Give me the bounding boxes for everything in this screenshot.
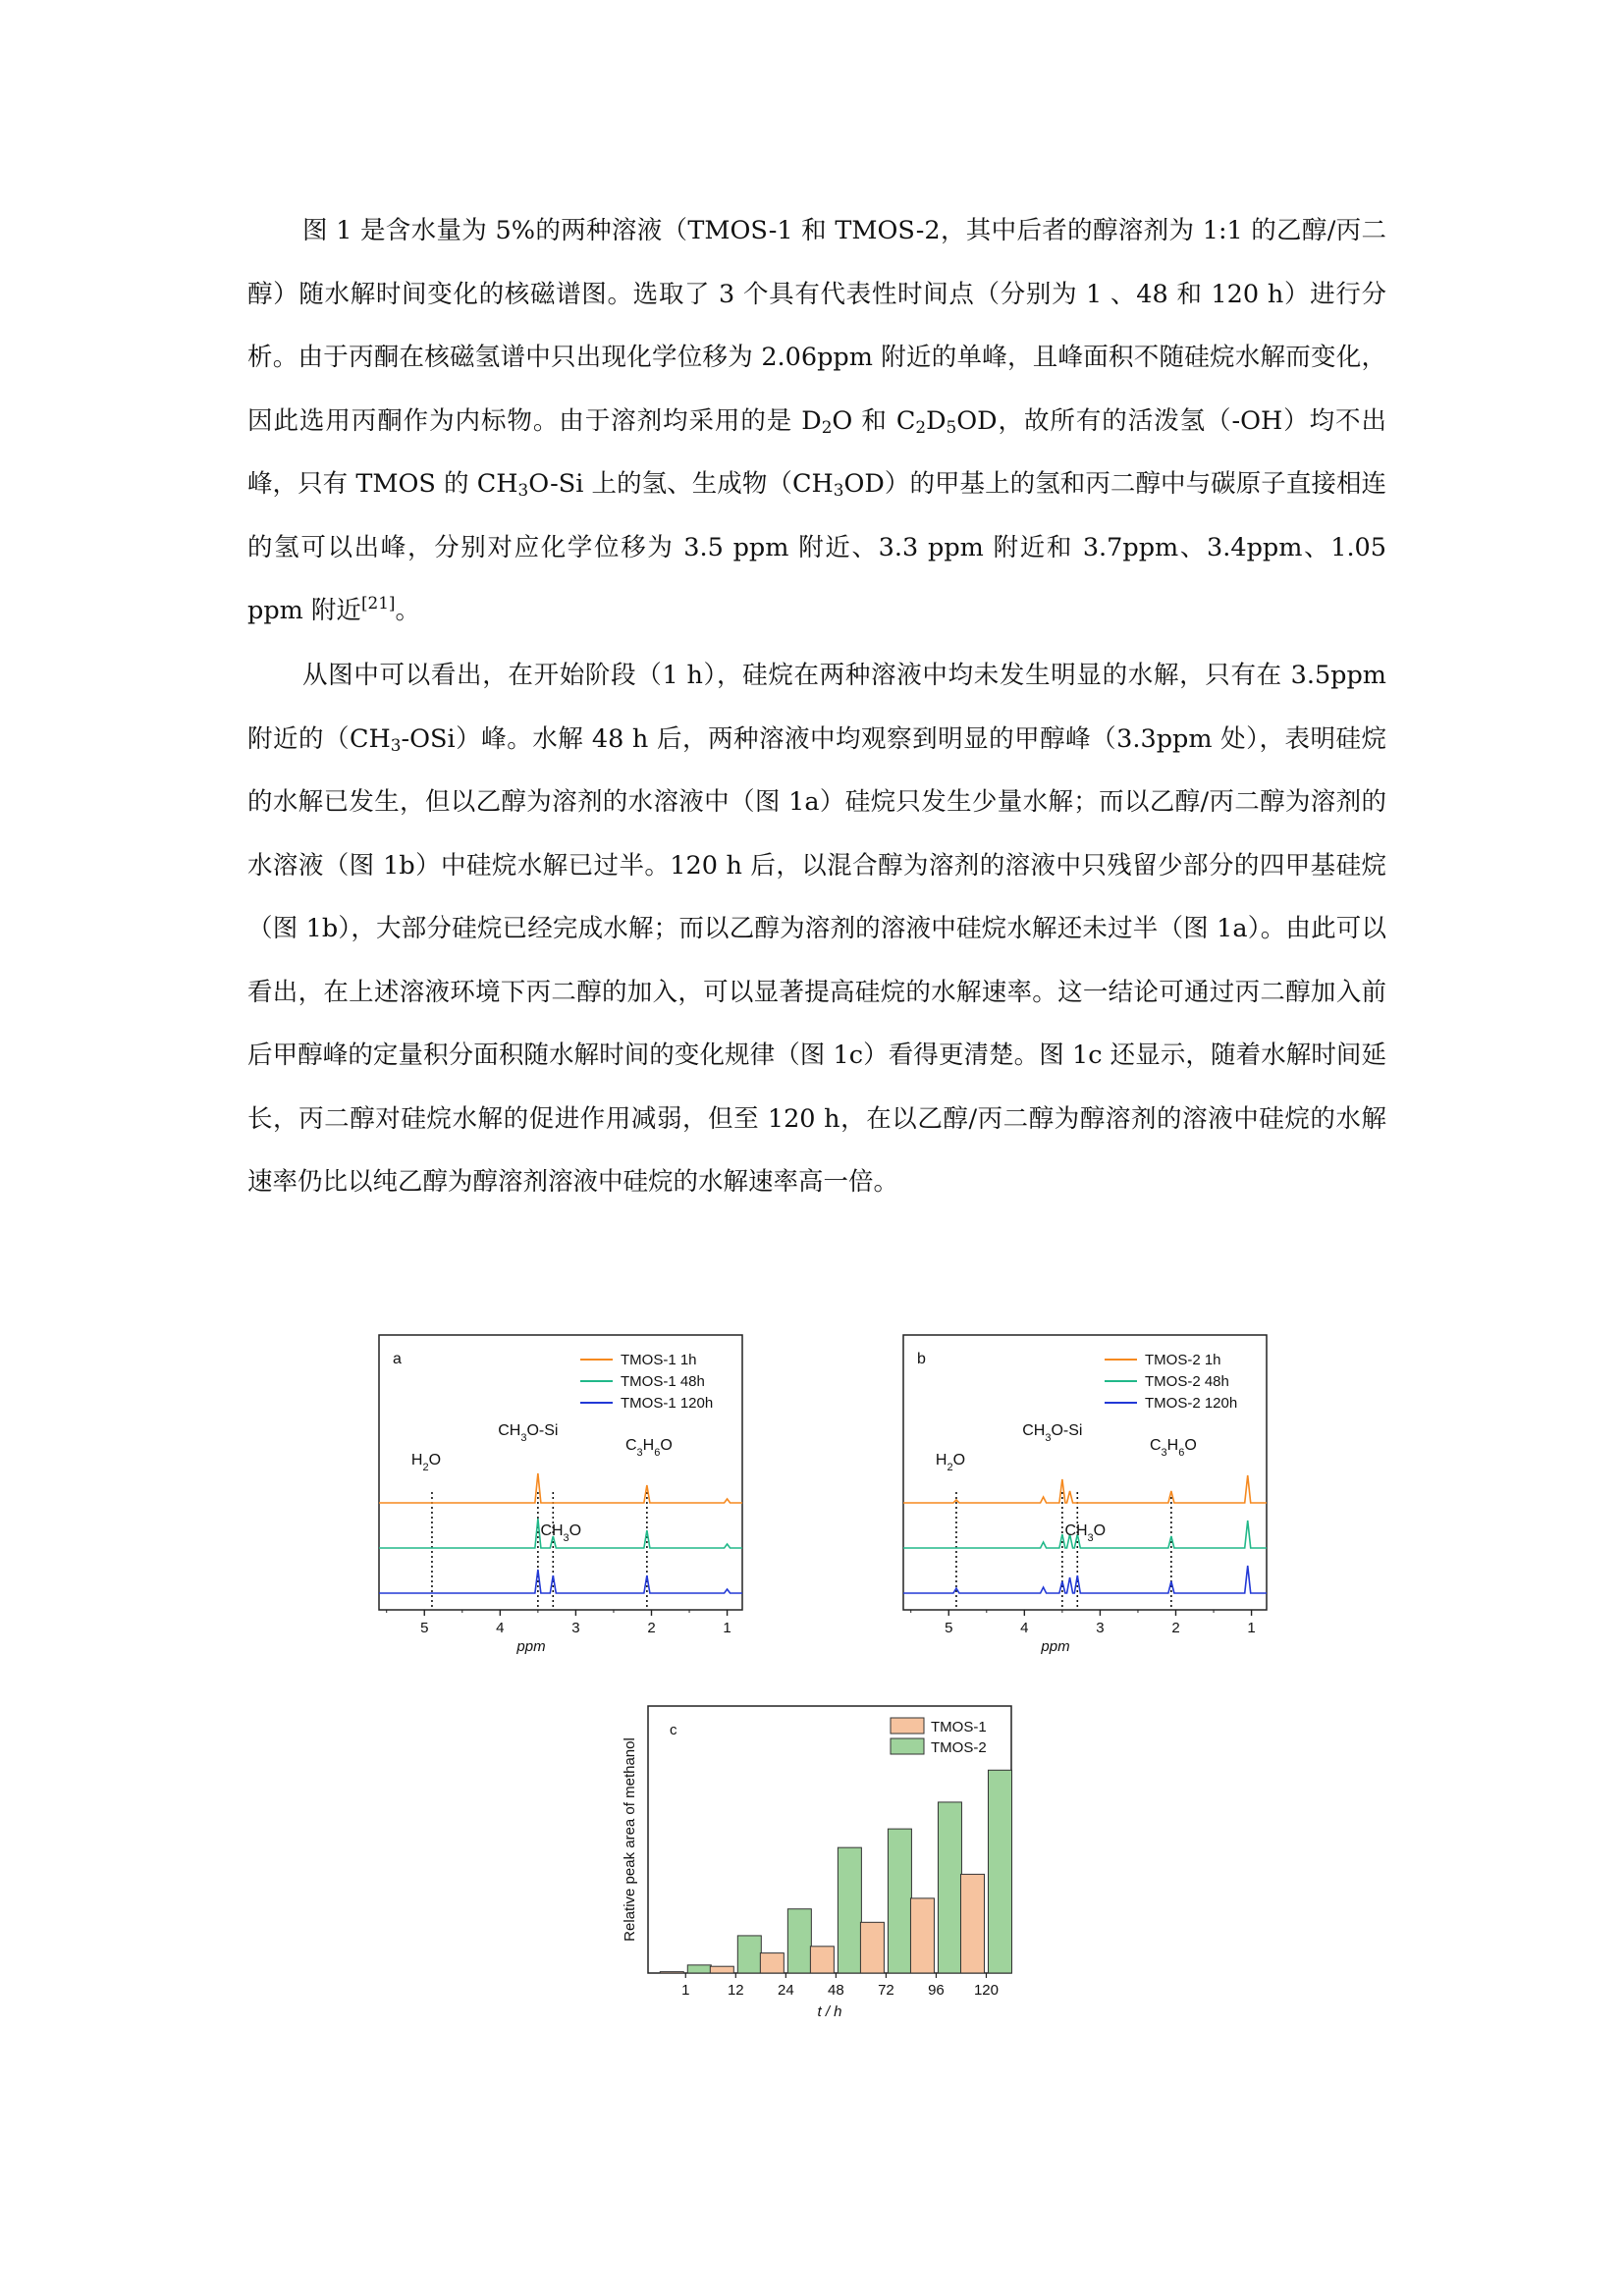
bar-TMOS-1-48 — [810, 1947, 834, 1973]
paragraph-1: 图 1 是含水量为 5%的两种溶液（TMOS-1 和 TMOS-2，其中后者的醇溶剂为 1:1 的乙醇/丙二醇）随水解时间变化的核磁谱图。选取了 3 个具有代表性时间点（分别为 1 、48 和 120 h）进行分析。由于丙酮在核磁氢谱中只出现化学位移为 2.06ppm 附近的单峰，且峰面积不随硅烷水解而变化，因此选用丙酮作为内标物。由于溶剂均采用的是 $D_2O$ 和 $C_2D_5OD$，故所有的活泼氢（-OH）均不出峰，只有 TMOS 的 $CH_3O-Si$ 上的氢、生成物$(CH_3OD)$的甲基上的氢和丙二醇中与碳原子直接相连的氢可以出峰，分别对应化学位移为 3.5 ppm 附近、3.3 ppm 附近和 3.7ppm、3.4ppm、1.05 ppm 附近[21]。 — [247, 216, 1387, 625]
panel-letter: b — [917, 1351, 926, 1367]
x-axis-label: t / h — [817, 2003, 842, 2020]
spectrum-TMOS-1-1h — [379, 1473, 742, 1503]
panel-letter: a — [393, 1351, 402, 1367]
legend-swatch — [891, 1738, 924, 1754]
legend-label: TMOS-2 1h — [1145, 1352, 1221, 1368]
legend-label: TMOS-1 120h — [621, 1395, 714, 1412]
legend-label: TMOS-1 — [931, 1719, 987, 1735]
x-tick-label: 48 — [828, 1982, 844, 1999]
x-tick-label: 1 — [1247, 1620, 1256, 1636]
bar-TMOS-1-96 — [910, 1898, 934, 1973]
figure-1b-nmr — [903, 1335, 1267, 1674]
peak-label: $H_2O$ — [410, 1452, 442, 1473]
legend-label: TMOS-2 120h — [1145, 1395, 1238, 1412]
bar-TMOS-2-48 — [838, 1847, 861, 1973]
bar-TMOS-1-1 — [660, 1972, 683, 1973]
peak-label: $C_3H_6O$ — [624, 1437, 673, 1459]
legend-swatch — [891, 1718, 924, 1734]
bar-TMOS-2-120 — [988, 1770, 1011, 1973]
spectrum-TMOS-2-1h — [903, 1475, 1267, 1503]
bar-TMOS-2-24 — [787, 1909, 811, 1973]
peak-label: $CH_3O-Si$ — [1022, 1422, 1083, 1444]
nmr-svg-a — [379, 1335, 742, 1674]
panel-letter: c — [670, 1722, 677, 1738]
bar-TMOS-1-24 — [760, 1953, 784, 1973]
legend-label: TMOS-1 48h — [621, 1373, 705, 1390]
x-axis-label: ppm — [1041, 1638, 1070, 1655]
bar-chart-svg — [609, 1706, 1021, 2032]
y-axis-label: Relative peak area of methanol — [622, 1737, 638, 1942]
x-tick-label: 4 — [496, 1620, 505, 1636]
x-tick-label: 2 — [647, 1620, 656, 1636]
x-tick-label: 2 — [1171, 1620, 1180, 1636]
x-tick-label: 1 — [681, 1982, 690, 1999]
x-tick-label: 5 — [945, 1620, 953, 1636]
legend-label: TMOS-1 1h — [621, 1352, 697, 1368]
bar-TMOS-2-12 — [737, 1936, 761, 1973]
legend-label: TMOS-2 48h — [1145, 1373, 1229, 1390]
peak-label: $H_2O$ — [935, 1452, 966, 1473]
x-tick-label: 96 — [928, 1982, 945, 1999]
nmr-svg-b — [903, 1335, 1267, 1674]
peak-label: $CH_3O-Si$ — [498, 1422, 559, 1444]
legend-label: TMOS-2 — [931, 1739, 987, 1756]
x-tick-label: 4 — [1020, 1620, 1029, 1636]
spectrum-TMOS-1-120h — [379, 1570, 742, 1593]
x-tick-label: 5 — [420, 1620, 429, 1636]
bar-TMOS-2-72 — [888, 1829, 911, 1973]
x-tick-label: 3 — [1096, 1620, 1105, 1636]
x-axis-label: ppm — [516, 1638, 546, 1655]
paragraph-2: 从图中可以看出，在开始阶段（1 h），硅烷在两种溶液中均未发生明显的水解，只有在 3.5ppm 附近的$(CH_3-OSi)$峰。水解 48 h 后，两种溶液中均观察到明显的甲醇峰（3.3ppm 处），表明硅烷的水解已发生，但以乙醇为溶剂的水溶液中（图 1a）硅烷只发生少量水解；而以乙醇/丙二醇为溶剂的水溶液（图 1b）中硅烷水解已过半。120 h 后，以混合醇为溶剂的溶液中只残留少部分的四甲基硅烷（图 1b），大部分硅烷已经完成水解；而以乙醇为溶剂的溶液中硅烷水解还未过半（图 1a）。由此可以看出，在上述溶液环境下丙二醇的加入，可以显著提高硅烷的水解速率。这一结论可通过丙二醇加入前后甲醇峰的定量积分面积随水解时间的变化规律（图 1c）看得更清楚。图 1c 还显示，随着水解时间延长，丙二醇对硅烷水解的促进作用减弱，但至 120 h，在以乙醇/丙二醇为醇溶剂的溶液中硅烷的水解速率仍比以纯乙醇为醇溶剂溶液中硅烷的水解速率高一倍。 — [247, 661, 1386, 1197]
figure-1c-bar-chart — [609, 1706, 1021, 2032]
bar-TMOS-1-12 — [710, 1966, 733, 1973]
bar-TMOS-1-120 — [960, 1874, 984, 1973]
peak-label: $CH_3O$ — [540, 1522, 582, 1544]
x-tick-label: 72 — [878, 1982, 894, 1999]
bar-TMOS-2-1 — [687, 1965, 711, 1973]
x-tick-label: 1 — [723, 1620, 731, 1636]
peak-label: $C_3H_6O$ — [1149, 1437, 1197, 1459]
figure-1a-nmr — [379, 1335, 742, 1674]
x-tick-label: 24 — [778, 1982, 794, 1999]
x-tick-label: 12 — [727, 1982, 744, 1999]
bar-TMOS-1-72 — [860, 1922, 884, 1973]
x-tick-label: 120 — [973, 1982, 999, 1999]
bar-TMOS-2-96 — [938, 1802, 961, 1973]
peak-label: $CH_3O$ — [1064, 1522, 1107, 1544]
x-tick-label: 3 — [571, 1620, 580, 1636]
spectrum-TMOS-2-120h — [903, 1566, 1267, 1593]
